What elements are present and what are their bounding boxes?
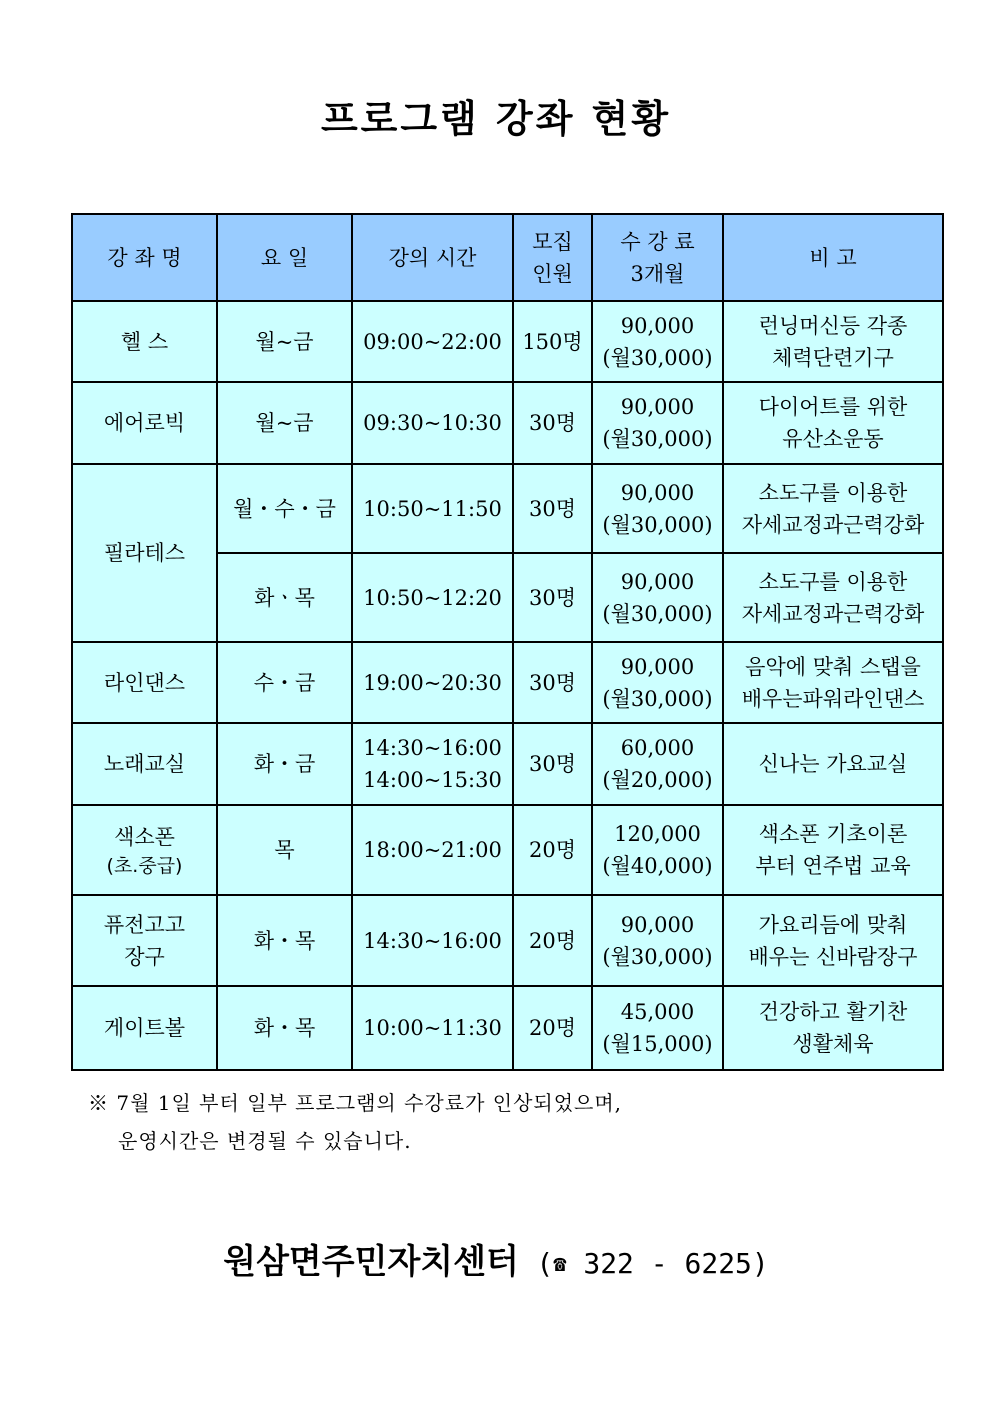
organization-name: 원삼면주민자치센터 [223, 1242, 519, 1282]
fee-monthly: (월30,000) [602, 345, 713, 370]
header-days: 요 일 [217, 214, 352, 301]
close-paren: ) [751, 1247, 769, 1280]
course-capacity: 150명 [513, 301, 592, 382]
phone-number-group [536, 1247, 768, 1280]
course-days: 화ㆍ목 [217, 553, 352, 642]
table-row [72, 805, 943, 895]
course-capacity: 20명 [513, 895, 592, 986]
course-name: 게이트볼 [72, 986, 217, 1070]
notice-line1: ※ 7월 1일 부터 일부 프로그램의 수강료가 인상되었으며, [88, 1091, 623, 1115]
fee-monthly: (월20,000) [602, 768, 713, 792]
course-time: 10:50~11:50 [352, 464, 513, 553]
course-fee [592, 805, 723, 895]
course-name-main: 색소폰 [114, 825, 175, 849]
remark-line1: 소도구를 이용한 [758, 480, 908, 505]
page-title: 프로그램 강좌 현황 [320, 97, 672, 141]
table-header-row [72, 214, 943, 301]
table-row [72, 382, 943, 464]
course-fee [592, 301, 723, 382]
fee-total: 90,000 [620, 395, 695, 419]
remark-line1: 가요리듬에 맞춰 [758, 912, 908, 937]
course-days: 수・금 [217, 642, 352, 723]
fee-monthly: (월30,000) [602, 686, 713, 711]
course-remarks [723, 553, 943, 642]
remark-line1: 건강하고 활기찬 [758, 1000, 908, 1024]
fee-total: 90,000 [620, 654, 695, 679]
course-fee [592, 986, 723, 1070]
course-capacity: 20명 [513, 986, 592, 1070]
course-fee [592, 553, 723, 642]
course-remarks [723, 723, 943, 805]
course-fee [592, 642, 723, 723]
course-days: 화・목 [217, 895, 352, 986]
course-time: 09:30~10:30 [352, 382, 513, 464]
header-course: 강 좌 명 [72, 214, 217, 301]
course-time: 10:00~11:30 [352, 986, 513, 1070]
fee-total: 90,000 [620, 480, 695, 505]
course-remarks [723, 301, 943, 382]
course-remarks [723, 895, 943, 986]
course-capacity: 30명 [513, 464, 592, 553]
remark-line2: 배우는파워라인댄스 [741, 686, 925, 711]
course-name-line2: 장구 [124, 944, 165, 969]
course-time: 10:50~12:20 [352, 553, 513, 642]
course-name: 헬 스 [72, 301, 217, 382]
course-capacity: 30명 [513, 553, 592, 642]
time-line1: 14:30~16:00 [363, 736, 502, 760]
course-remarks [723, 986, 943, 1070]
course-days: 월~금 [217, 382, 352, 464]
remark-line1: 소도구를 이용한 [758, 569, 908, 594]
course-capacity: 30명 [513, 642, 592, 723]
open-paren: ( [536, 1247, 554, 1280]
course-fee [592, 895, 723, 986]
remark-line2: 생활체육 [792, 1032, 874, 1056]
header-fee-line2: 3개월 [630, 261, 685, 286]
table-row [72, 895, 943, 986]
course-time: 09:00~22:00 [352, 301, 513, 382]
fee-total: 90,000 [620, 569, 695, 594]
header-remarks: 비 고 [723, 214, 943, 301]
remark-line2: 유산소운동 [782, 427, 884, 451]
remark-line1: 다이어트를 위한 [758, 395, 908, 419]
course-name: 노래교실 [72, 723, 217, 805]
fee-monthly: (월40,000) [602, 854, 713, 878]
course-name [72, 805, 217, 895]
fee-total: 60,000 [620, 736, 695, 760]
course-name: 라인댄스 [72, 642, 217, 723]
remark-line2: 체력단련기구 [772, 345, 894, 370]
course-capacity: 30명 [513, 382, 592, 464]
fee-monthly: (월30,000) [602, 427, 713, 451]
remark-line1: 색소폰 기초이론 [758, 822, 908, 846]
course-level: (초.중급) [106, 855, 183, 877]
course-name: 에어로빅 [72, 382, 217, 464]
header-fee [592, 214, 723, 301]
program-schedule-table [71, 213, 944, 1071]
course-time: 19:00~20:30 [352, 642, 513, 723]
time-line2: 14:00~15:30 [363, 768, 502, 792]
table-row [72, 464, 943, 553]
remark-line1: 런닝머신등 각종 [758, 313, 908, 338]
course-name-line1: 퓨전고고 [103, 912, 186, 937]
fee-total: 90,000 [620, 313, 695, 338]
course-days: 목 [217, 805, 352, 895]
telephone-icon: ☎ [553, 1252, 567, 1277]
remark-line2: 배우는 신바람장구 [748, 944, 918, 969]
footer-contact [0, 1234, 992, 1283]
course-days: 화・목 [217, 986, 352, 1070]
course-capacity: 30명 [513, 723, 592, 805]
course-name [72, 895, 217, 986]
course-days: 화・금 [217, 723, 352, 805]
course-time [352, 723, 513, 805]
course-name: 필라테스 [72, 464, 217, 642]
notice-line2: 운영시간은 변경될 수 있습니다. [118, 1129, 412, 1153]
fee-monthly: (월15,000) [602, 1032, 713, 1056]
table-row [72, 642, 943, 723]
remark-line2: 자세교정과근력강화 [741, 512, 925, 537]
fee-notice [88, 1084, 622, 1160]
course-days: 월・수・금 [217, 464, 352, 553]
fee-total: 45,000 [620, 1000, 695, 1024]
course-remarks [723, 642, 943, 723]
header-capacity-line2: 인원 [532, 261, 573, 286]
course-remarks [723, 382, 943, 464]
header-time: 강의 시간 [352, 214, 513, 301]
remark-line1: 신나는 가요교실 [758, 752, 908, 776]
course-fee [592, 382, 723, 464]
course-days: 월~금 [217, 301, 352, 382]
header-capacity-line1: 모집 [532, 229, 573, 254]
header-capacity [513, 214, 592, 301]
fee-total: 90,000 [620, 912, 695, 937]
course-time: 18:00~21:00 [352, 805, 513, 895]
phone-number: 322 - 6225 [583, 1247, 752, 1280]
remark-line2: 자세교정과근력강화 [741, 601, 925, 626]
table-row [72, 723, 943, 805]
remark-line1: 음악에 맞춰 스탭을 [745, 654, 921, 679]
fee-monthly: (월30,000) [602, 512, 713, 537]
course-fee [592, 723, 723, 805]
course-fee [592, 464, 723, 553]
course-capacity: 20명 [513, 805, 592, 895]
remark-line2: 부터 연주법 교육 [755, 854, 911, 878]
table-row [72, 986, 943, 1070]
fee-total: 120,000 [614, 822, 701, 846]
fee-monthly: (월30,000) [602, 944, 713, 969]
fee-monthly: (월30,000) [602, 601, 713, 626]
table-row [72, 301, 943, 382]
course-remarks [723, 805, 943, 895]
course-time: 14:30~16:00 [352, 895, 513, 986]
header-fee-line1: 수 강 료 [620, 229, 695, 254]
course-remarks [723, 464, 943, 553]
